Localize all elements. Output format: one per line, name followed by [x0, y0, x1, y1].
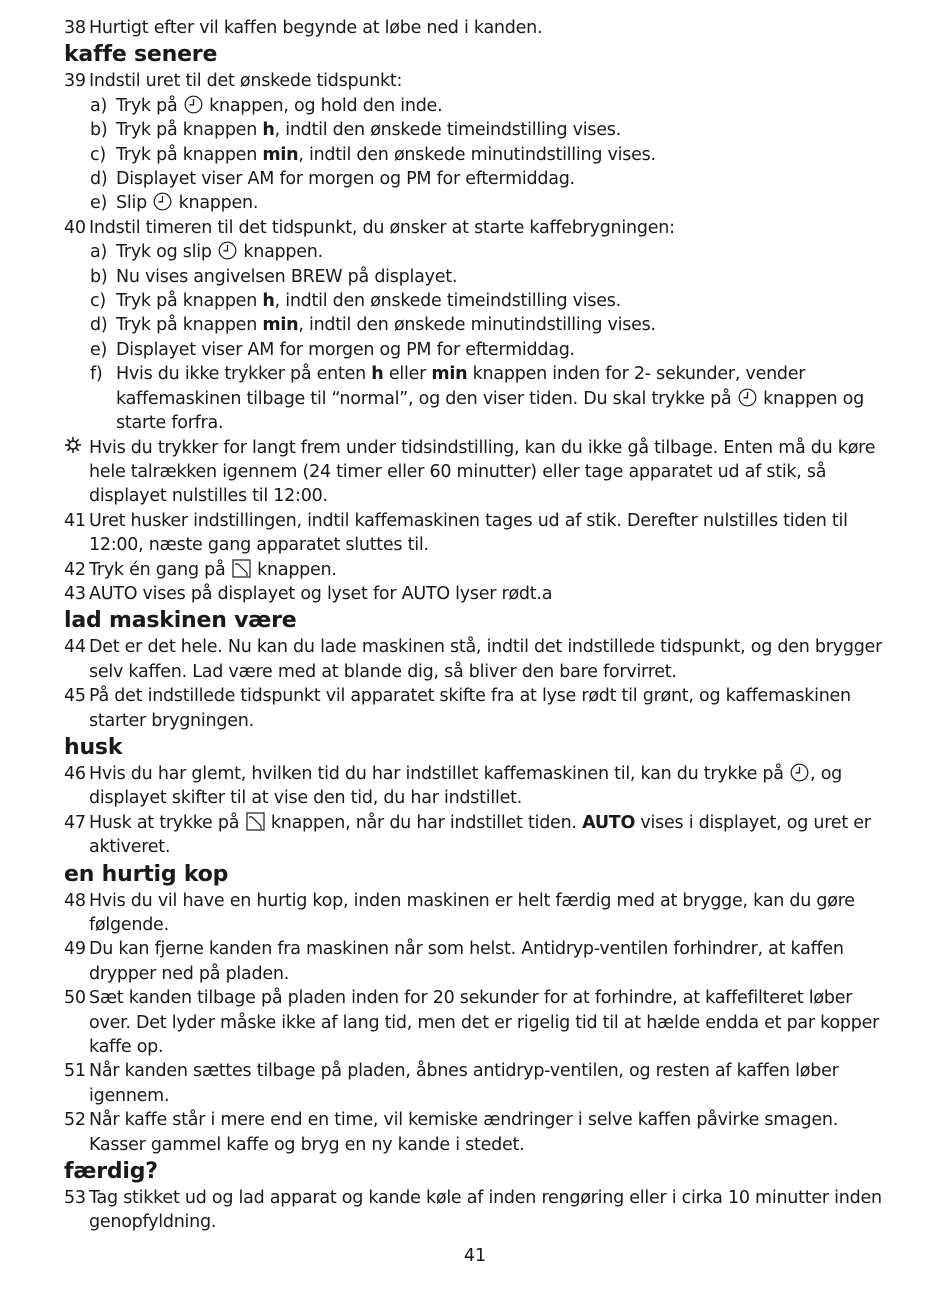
substep-text: Displayet viser AM for morgen og PM for eftermiddag. [116, 339, 575, 360]
step-39 [64, 69, 894, 93]
substep-39c [64, 143, 894, 167]
step-text: Sæt kanden tilbage på pladen inden for 20 sekunder for at forhindre, at kaffefilteret løber over. Det lyder måske ikke af lang tid, men det er rigelig tid til at hælde endda et par kopper kaffe op. [89, 988, 880, 1058]
step-42 [64, 558, 894, 582]
step-52 [64, 1108, 894, 1157]
step-text: Du kan fjerne kanden fra maskinen når som helst. Antidryp-ventilen forhindrer, at kaffen drypper ned på pladen. [89, 939, 844, 984]
step-text: Hurtigt efter vil kaffen begynde at løbe ned i kanden. [89, 18, 543, 38]
substep-40a [64, 240, 894, 264]
substep-text: Tryk på [116, 95, 178, 116]
step-number: 46 [64, 763, 86, 784]
substep-text: Tryk på knappen [116, 120, 258, 141]
warning-note [64, 436, 894, 509]
step-text: Når kaffe står i mere end en time, vil kemiske ændringer i selve kaffen påvirke smagen. Kasser gammel kaffe og bryg en ny kande i stedet. [89, 1110, 839, 1155]
step-47 [64, 811, 894, 860]
button-name: h [371, 364, 384, 385]
program-icon [246, 812, 265, 831]
page-content [64, 16, 894, 1235]
substep-text: Tryk på knappen [116, 315, 258, 336]
step-46 [64, 762, 894, 811]
substep-text: , indtil den ønskede timeindstilling vises. [274, 291, 621, 312]
step-text: Hvis du vil have en hurtig kop, inden maskinen er helt færdig med at brygge, kan du gøre følgende. [89, 890, 855, 935]
substep-text: Tryk på knappen [116, 144, 258, 165]
step-number: 51 [64, 1061, 86, 1082]
step-number: 53 [64, 1188, 86, 1209]
substep-label: d) [90, 315, 108, 336]
step-number: 49 [64, 939, 86, 960]
step-38 [64, 16, 894, 40]
step-number: 38 [64, 18, 86, 38]
step-text: Det er det hele. Nu kan du lade maskinen stå, indtil det indstillede tidspunkt, og den brygger selv kaffen. Lad være med at blande dig, så bliver den bare forvirret. [89, 637, 883, 682]
substep-40f [64, 362, 894, 435]
substep-40d [64, 313, 894, 337]
step-number: 40 [64, 217, 86, 238]
substep-text: knappen. [178, 193, 259, 214]
step-45 [64, 684, 894, 733]
button-name: min [431, 364, 468, 385]
substep-label: a) [90, 95, 108, 116]
substep-label: b) [90, 120, 108, 141]
substep-label: d) [90, 169, 108, 190]
substep-label: c) [90, 291, 106, 312]
warning-text: Hvis du trykker for langt frem under tidsindstilling, kan du ikke gå tilbage. Enten må du køre hele talrækken igennem (24 timer eller 60 minutter) eller tage apparatet ud af stik, så displayet nulstilles til 12:00. [89, 437, 876, 507]
step-49 [64, 937, 894, 986]
step-text: På det indstillede tidspunkt vil apparatet skifte fra at lyse rødt til grønt, og kaffemaskinen starter brygningen. [89, 686, 851, 731]
step-text: vises i displayet, og uret er aktiveret. [89, 812, 871, 858]
step-number: 43 [64, 583, 86, 604]
clock-icon [218, 241, 237, 260]
step-53 [64, 1186, 894, 1235]
substep-text: , indtil den ønskede timeindstilling vises. [274, 120, 621, 141]
section-heading-faerdig: færdig? [64, 1159, 158, 1185]
substep-label: b) [90, 266, 108, 287]
substep-text: Tryk og slip [116, 242, 212, 263]
section-heading-kaffe-senere: kaffe senere [64, 42, 218, 68]
step-number: 45 [64, 686, 86, 707]
step-text: Uret husker indstillingen, indtil kaffemaskinen tages ud af stik. Derefter nulstilles tiden til 12:00, næste gang apparatet sluttes til. [89, 510, 848, 556]
step-41 [64, 509, 894, 558]
substep-39d [64, 167, 894, 191]
step-43 [64, 582, 894, 606]
button-name: min [262, 315, 299, 336]
step-number: 44 [64, 637, 86, 658]
step-number: 50 [64, 988, 86, 1009]
step-number: 41 [64, 510, 86, 531]
clock-icon [738, 388, 757, 407]
substep-40e [64, 338, 894, 362]
step-51 [64, 1059, 894, 1108]
button-name: min [262, 144, 299, 165]
step-number: 42 [64, 559, 86, 580]
substep-label: c) [90, 144, 106, 165]
substep-text: knappen. [243, 242, 323, 263]
substep-text: , indtil den ønskede minutindstilling vises. [298, 315, 656, 336]
substep-label: e) [90, 193, 108, 214]
substep-text: Nu vises angivelsen BREW på displayet. [116, 266, 458, 287]
substep-40b [64, 265, 894, 289]
step-number: 48 [64, 890, 86, 911]
button-name: h [262, 120, 275, 141]
page-number: 41 [463, 1246, 487, 1266]
step-number: 52 [64, 1110, 86, 1131]
section-heading-lad-maskinen-vaere: lad maskinen være [64, 608, 297, 634]
step-number: 39 [64, 71, 86, 92]
substep-text: Hvis du ikke trykker på enten [116, 364, 366, 385]
substep-text: Slip [116, 193, 147, 214]
sun-burst-icon [64, 436, 82, 461]
substep-text: Displayet viser AM for morgen og PM for eftermiddag. [116, 169, 575, 190]
substep-text: knappen, og hold den inde. [209, 95, 443, 116]
step-text: Hvis du har glemt, hvilken tid du har indstillet kaffemaskinen til, kan du trykke på [89, 763, 784, 784]
auto-label: AUTO [582, 812, 636, 833]
step-text: knappen. [257, 559, 337, 580]
button-name: h [262, 291, 275, 312]
section-heading-en-hurtig-kop: en hurtig kop [64, 861, 229, 887]
step-text: Tryk én gang på [89, 559, 226, 580]
substep-label: e) [90, 339, 108, 360]
step-40 [64, 216, 894, 240]
step-text: Når kanden sættes tilbage på pladen, åbnes antidryp-ventilen, og resten af kaffen løber igennem. [89, 1061, 839, 1106]
step-text: , og displayet skifter til at vise den tid, du har indstillet. [89, 763, 843, 809]
step-44 [64, 635, 894, 684]
clock-icon [184, 95, 203, 114]
substep-39b [64, 118, 894, 142]
substep-39e [64, 191, 894, 215]
step-text: Husk at trykke på [89, 812, 240, 833]
step-text: AUTO vises på displayet og lyset for AUTO lyser rødt.a [89, 583, 553, 604]
step-text: knappen, når du har indstillet tiden. [270, 812, 577, 833]
substep-text: knappen inden for 2- sekunder, vender kaffemaskinen tilbage til “normal”, og den viser tiden. Du skal trykke på [116, 364, 806, 409]
substep-label: a) [90, 242, 108, 263]
program-icon [232, 559, 251, 578]
step-text: Indstil timeren til det tidspunkt, du ønsker at starte kaffebrygningen: [89, 217, 675, 238]
substep-text: eller [388, 364, 427, 385]
substep-text: knappen og starte forfra. [116, 388, 864, 434]
substep-39a [64, 94, 894, 118]
step-text: Tag stikket ud og lad apparat og kande køle af inden rengøring eller i cirka 10 minutter inden genopfyldning. [89, 1188, 882, 1233]
substep-text: Tryk på knappen [116, 291, 258, 312]
clock-icon [790, 763, 809, 782]
step-48 [64, 889, 894, 938]
clock-icon [153, 192, 172, 211]
step-50 [64, 986, 894, 1059]
step-number: 47 [64, 812, 86, 833]
step-text: Indstil uret til det ønskede tidspunkt: [89, 71, 403, 92]
section-heading-husk: husk [64, 734, 123, 760]
substep-label: f) [90, 364, 103, 385]
substep-40c [64, 289, 894, 313]
substep-text: , indtil den ønskede minutindstilling vises. [298, 144, 656, 165]
